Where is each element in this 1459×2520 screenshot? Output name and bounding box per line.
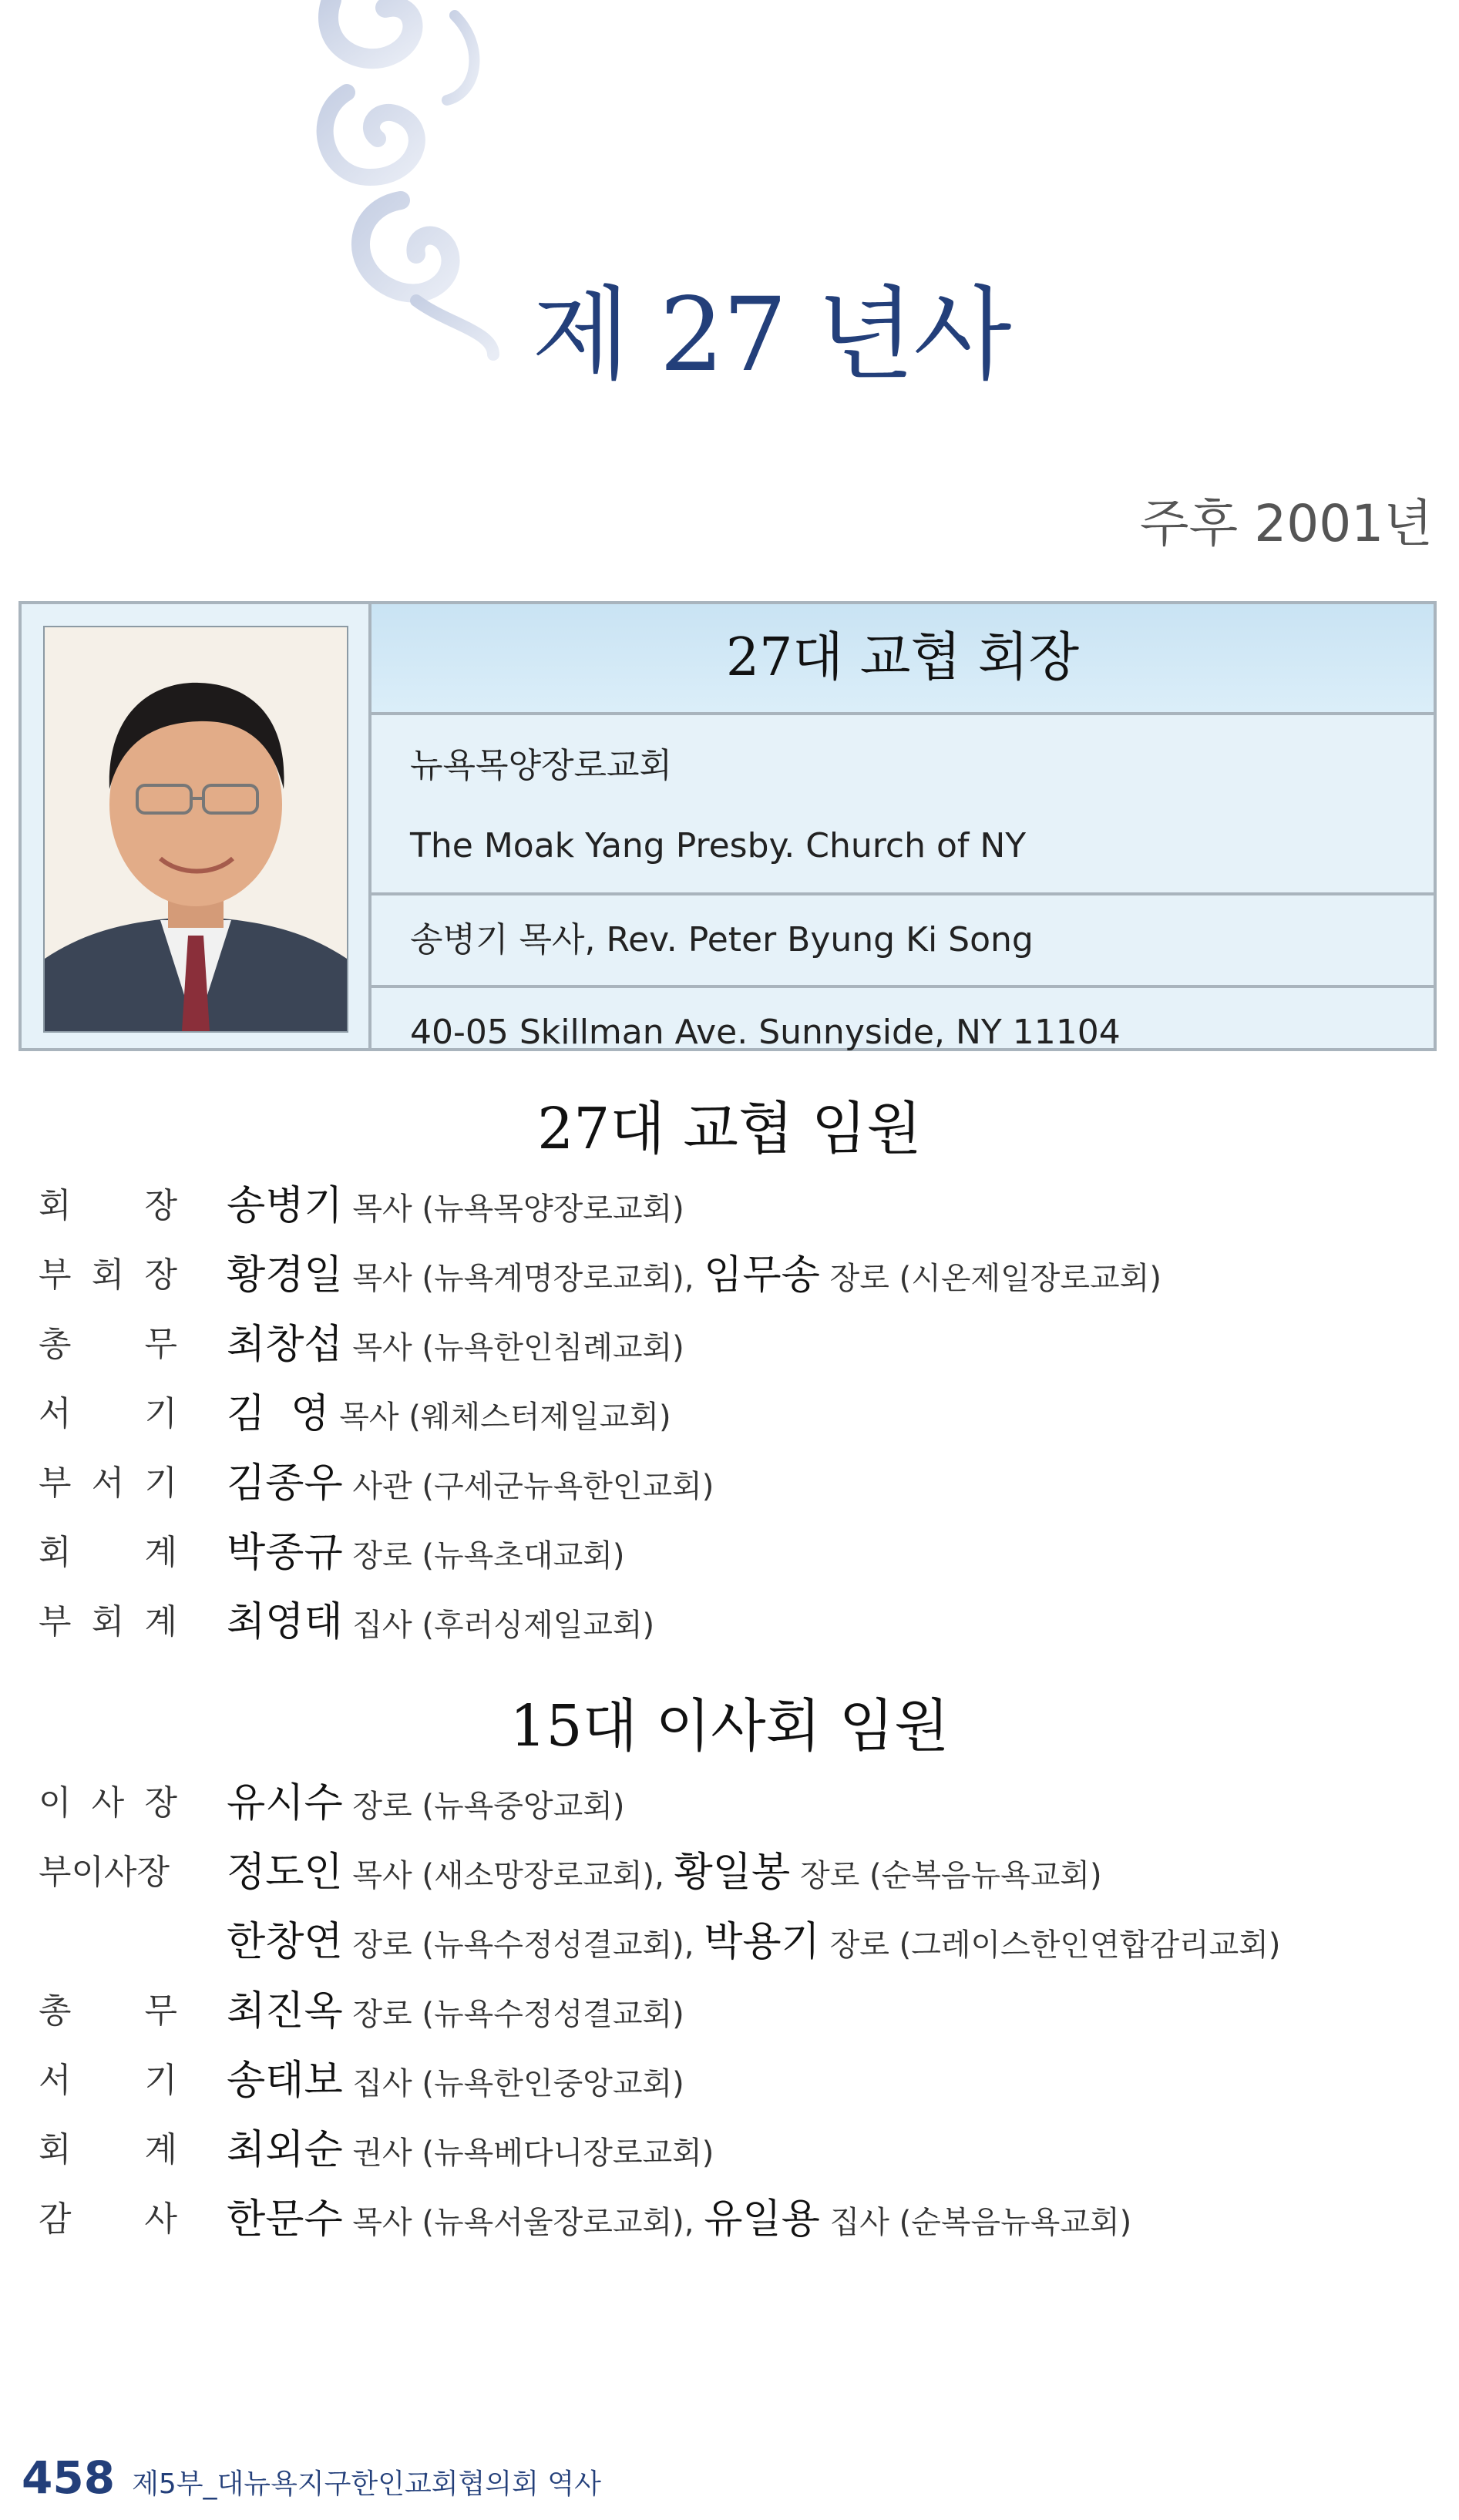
role-char: 서 (91, 1463, 125, 1503)
member-entry (227, 1518, 624, 1591)
role-char: 부 (39, 1255, 72, 1295)
page-number: 458 (22, 2451, 116, 2504)
role-char: 계 (144, 1533, 177, 1572)
member-name: 최외순 (227, 2127, 343, 2173)
role-label (39, 1241, 177, 1310)
chapter-title: 제 27 년사 (532, 276, 1010, 395)
role-char: 계 (144, 1602, 177, 1641)
member-entry (227, 1379, 671, 1452)
member-title-church: 장로 (뉴욕수정성결교회) (342, 1997, 684, 2032)
role-char: 기 (144, 2061, 177, 2100)
member-title-church: 권사 (뉴욕베다니장로교회) (342, 2135, 714, 2171)
member-title-church: 목사 (웨체스터제일교회) (329, 1399, 671, 1435)
leader-portrait-photo (43, 626, 348, 1033)
role-char: 회 (39, 2130, 72, 2169)
member-title-church: 장로 (순복음뉴욕교회) (790, 1858, 1102, 1893)
officers-roster (39, 1171, 1426, 1657)
role-char: 계 (144, 2130, 177, 2169)
roster-row (39, 2046, 1426, 2115)
role-label (39, 1449, 177, 1518)
member-name: 송태보 (227, 2058, 343, 2104)
member-title-church: 장로 (뉴욕초대교회) (342, 1538, 625, 1574)
member-entry (227, 1838, 1102, 1910)
role-label (39, 2185, 177, 2254)
member-title-church: 집사 (순복음뉴욕교회) (819, 2205, 1132, 2240)
member-name: 최진옥 (227, 1988, 343, 2034)
member-name: 송병기 (227, 1183, 343, 1229)
member-title-church: 집사 (뉴욕한인중앙교회) (342, 2066, 684, 2102)
member-name: 황일봉 (674, 1850, 791, 1896)
role-label (39, 1769, 177, 1838)
member-name: 유일용 (704, 2196, 820, 2243)
footer-section-label: 제5부_대뉴욕지구한인교회협의회 역사 (132, 2468, 601, 2500)
role-char: 이 (39, 1783, 72, 1823)
role-char: 회 (91, 1602, 125, 1641)
member-name: 임무송 (704, 1252, 820, 1299)
leader-church-korean: 뉴욕목양장로교회 (410, 746, 673, 785)
member-title-church: 장로 (뉴욕중앙교회) (342, 1789, 625, 1824)
roster-row (39, 1171, 1426, 1241)
member-name: 한창연 (227, 1919, 343, 1965)
member-name: 김종우 (227, 1460, 343, 1507)
member-name: 김 영 (227, 1391, 330, 1437)
roster-row (39, 2115, 1426, 2185)
roster-row (39, 1310, 1426, 1379)
role-char: 사 (144, 2199, 177, 2239)
role-char: 무 (144, 1325, 177, 1364)
decorative-ornament (301, 0, 509, 362)
role-char: 총 (39, 1991, 72, 2031)
member-name: 유시수 (227, 1780, 343, 1826)
member-title-church: 사관 (구세군뉴욕한인교회) (342, 1469, 714, 1504)
role-char: 장 (144, 1783, 177, 1823)
roster-row (39, 1518, 1426, 1588)
member-name: 박종규 (227, 1530, 343, 1576)
role-label (39, 1838, 177, 1907)
role-char: 기 (144, 1463, 177, 1503)
board-roster (39, 1769, 1426, 2254)
role-label (39, 1977, 177, 2046)
board-section-title: 15대 이사회 임원 (509, 1693, 950, 1759)
role-label (39, 1518, 177, 1588)
roster-row (39, 1769, 1426, 1838)
leader-details (368, 604, 1434, 1052)
roster-row (39, 1379, 1426, 1449)
leader-address: 40-05 Skillman Ave. Sunnyside, NY 11104 (410, 1013, 1121, 1052)
role-char: 무 (144, 1991, 177, 2031)
member-entry (227, 2046, 684, 2118)
member-title-church: 목사 (새소망장로교회), (342, 1858, 674, 1893)
member-entry (227, 2185, 1131, 2257)
roster-row (39, 1907, 1426, 1977)
member-title-church: 목사 (뉴욕계명장로교회), (342, 1261, 704, 1296)
member-name: 최영태 (227, 1599, 343, 1645)
role-char: 회 (91, 1255, 125, 1295)
role-label (39, 1379, 177, 1449)
role-char: 총 (39, 1325, 72, 1364)
role-label (39, 1310, 177, 1379)
role-char: 장 (144, 1255, 177, 1295)
member-title-church: 목사 (뉴욕한인침례교회) (342, 1330, 684, 1366)
roster-row (39, 1588, 1426, 1657)
member-name: 황경일 (227, 1252, 343, 1299)
leader-heading: 27대 교협 회장 (371, 604, 1434, 715)
member-entry (227, 1241, 1161, 1313)
role-label (39, 2046, 177, 2115)
role-char: 회 (39, 1186, 72, 1225)
role-char: 사 (91, 1783, 125, 1823)
page-footer (22, 2447, 601, 2508)
role-char: 장 (144, 1186, 177, 1225)
member-entry (227, 1977, 684, 2049)
roster-row (39, 1977, 1426, 2046)
member-title-church: 장로 (시온제일장로교회) (819, 1261, 1161, 1296)
role-label (39, 2115, 177, 2185)
role-char: 부이사장 (39, 1853, 170, 1892)
member-entry (227, 1171, 684, 1244)
role-char: 부 (39, 1602, 72, 1641)
member-name: 최창섭 (227, 1322, 343, 1368)
role-char: 회 (39, 1533, 72, 1572)
officers-section-title: 27대 교협 임원 (537, 1096, 922, 1162)
member-title-church: 목사 (뉴욕서울장로교회), (342, 2205, 704, 2240)
member-title-church: 집사 (후러싱제일교회) (342, 1608, 655, 1643)
leader-info-box (18, 601, 1437, 1051)
leader-church-english: The Moak Yang Presby. Church of NY (410, 826, 1027, 865)
member-name: 정도인 (227, 1850, 343, 1896)
member-name: 박용기 (704, 1919, 820, 1965)
roster-row (39, 1838, 1426, 1907)
member-entry (227, 1449, 714, 1521)
leader-church-block (371, 715, 1434, 895)
year-label: 주후 2001년 (1139, 494, 1433, 553)
roster-row (39, 2185, 1426, 2254)
member-entry (227, 1907, 1281, 1980)
member-title-church: 목사 (뉴욕목양장로교회) (342, 1191, 684, 1227)
role-char: 서 (39, 2061, 72, 2100)
member-entry (227, 1310, 684, 1383)
member-entry (227, 1769, 624, 1841)
role-char: 부 (39, 1463, 72, 1503)
role-label (39, 1171, 177, 1241)
role-label (39, 1588, 177, 1657)
role-char: 기 (144, 1394, 177, 1433)
member-title-church: 장로 (뉴욕수정성결교회), (342, 1927, 704, 1963)
member-name: 한문수 (227, 2196, 343, 2243)
member-entry (227, 1588, 654, 1660)
role-char: 감 (39, 2199, 72, 2239)
member-title-church: 장로 (그레이스한인연합감리교회) (819, 1927, 1281, 1963)
member-entry (227, 2115, 714, 2188)
role-char: 서 (39, 1394, 72, 1433)
leader-name: 송병기 목사, Rev. Peter Byung Ki Song (371, 895, 1434, 988)
roster-row (39, 1449, 1426, 1518)
roster-row (39, 1241, 1426, 1310)
